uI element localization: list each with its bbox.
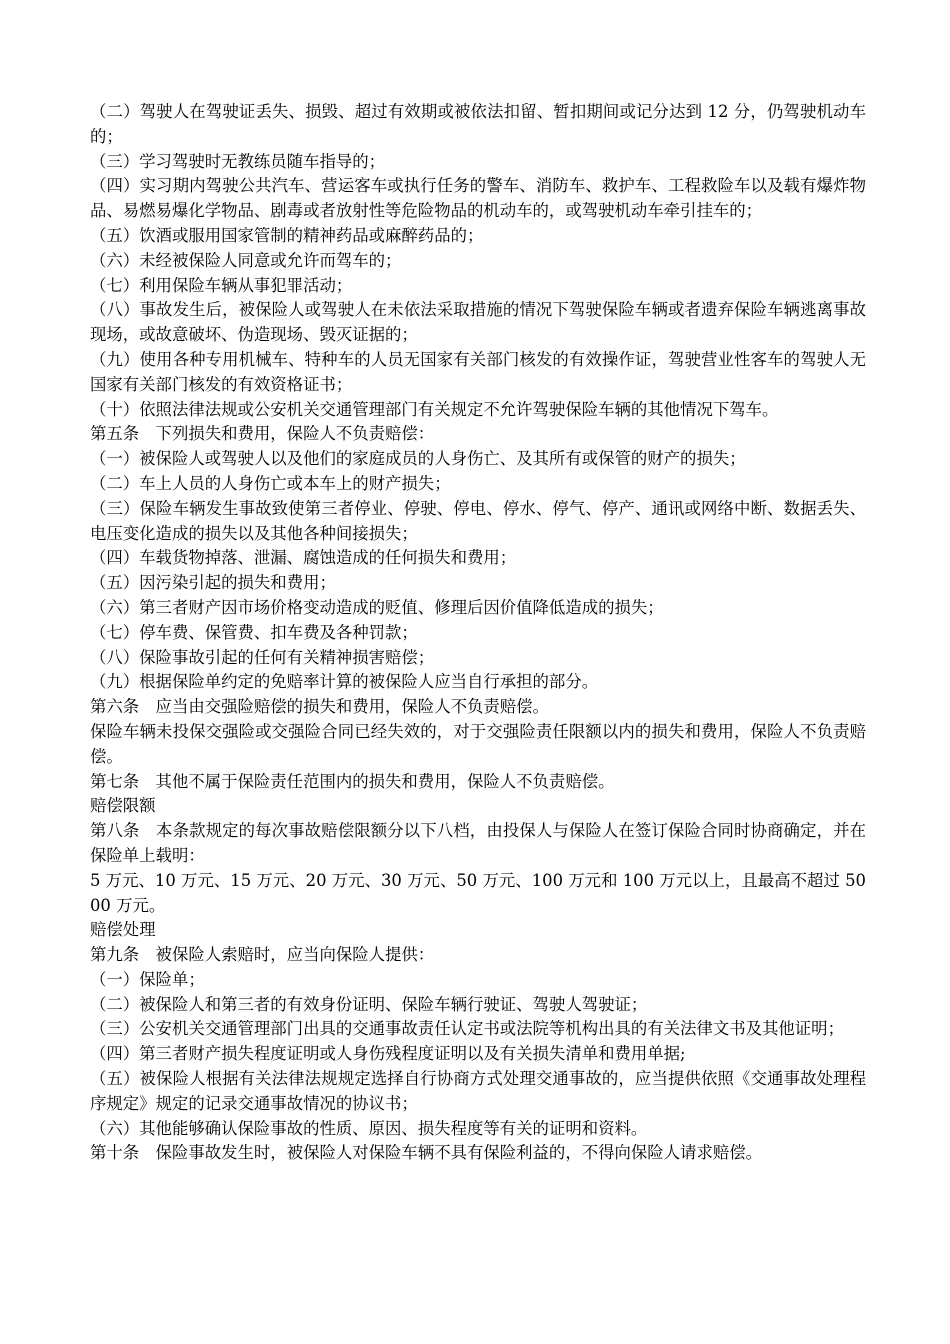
clause-item: （八）保险事故引起的任何有关精神损害赔偿； — [90, 647, 435, 667]
body-paragraph: 保险车辆未投保交强险或交强险合同已经失效的，对于交强险责任限额以内的损失和费用，保险人不负责赔偿。 — [90, 721, 866, 766]
clause-item: （六）其他能够确认保险事故的性质、原因、损失程度等有关的证明和资料。 — [90, 1118, 648, 1138]
clause-item: （四）第三者财产损失程度证明或人身伤残程度证明以及有关损失清单和费用单据; — [90, 1044, 686, 1064]
section-heading: 赔偿限额 — [90, 796, 156, 816]
clause-item: （九）根据保险单约定的免赔率计算的被保险人应当自行承担的部分。 — [90, 672, 599, 692]
clause-item: （八）事故发生后，被保险人或驾驶人在未依法采取措施的情况下驾驶保险车辆或者遗弃保险车辆逃离事故现场，或故意破坏、伪造现场、毁灭证据的； — [90, 300, 866, 345]
clause-item: （二）驾驶人在驾驶证丢失、损毁、超过有效期或被依法扣留、暂扣期间或记分达到 12 分，仍驾驶机动车的； — [90, 102, 866, 146]
clause-item: （三）公安机关交通管理部门出具的交通事故责任认定书或法院等机构出具的有关法律文书及其他证明； — [90, 1019, 844, 1039]
clause-item: （六）未经被保险人同意或允许而驾车的； — [90, 250, 402, 270]
clause-item: （一）被保险人或驾驶人以及他们的家庭成员的人身伤亡、及其所有或保管的财产的损失； — [90, 449, 746, 469]
article-heading: 第九条 被保险人索赔时，应当向保险人提供： — [90, 945, 435, 965]
clause-item: （四）实习期内驾驶公共汽车、营运客车或执行任务的警车、消防车、救护车、工程救险车以及载有爆炸物品、易燃易爆化学物品、剧毒或者放射性等危险物品的机动车的，或驾驶机动车牵引挂车的； — [90, 176, 866, 221]
clause-item: （九）使用各种专用机械车、特种车的人员无国家有关部门核发的有效操作证，驾驶营业性客车的驾驶人无国家有关部门核发的有效资格证书； — [90, 349, 866, 394]
clause-item: （四）车载货物掉落、泄漏、腐蚀造成的任何损失和费用； — [90, 548, 517, 568]
article-heading: 第五条 下列损失和费用，保险人不负责赔偿： — [90, 424, 435, 444]
article-heading: 第六条 应当由交强险赔偿的损失和费用，保险人不负责赔偿。 — [90, 697, 549, 717]
clause-item: （六）第三者财产因市场价格变动造成的贬值、修理后因价值降低造成的损失； — [90, 597, 664, 617]
body-paragraph: 5 万元、10 万元、15 万元、20 万元、30 万元、50 万元、100 万元和 100 万元以上，且最高不超过 5000 万元。 — [90, 870, 866, 915]
clause-item: （五）因污染引起的损失和费用； — [90, 573, 336, 593]
clause-item: （七）停车费、保管费、扣车费及各种罚款； — [90, 622, 418, 642]
section-heading: 赔偿处理 — [90, 920, 156, 940]
clause-item: （五）饮酒或服用国家管制的精神药品或麻醉药品的； — [90, 225, 484, 245]
document-page — [90, 100, 866, 1166]
article-heading: 第八条 本条款规定的每次事故赔偿限额分以下八档，由投保人与保险人在签订保险合同时协商确定，并在保险单上载明： — [90, 821, 866, 865]
article-heading: 第七条 其他不属于保险责任范围内的损失和费用，保险人不负责赔偿。 — [90, 771, 615, 791]
clause-item: （五）被保险人根据有关法律法规规定选择自行协商方式处理交通事故的，应当提供依照《交通事故处理程序规定》规定的记录交通事故情况的协议书； — [90, 1069, 866, 1113]
clause-item: （三）学习驾驶时无教练员随车指导的； — [90, 151, 386, 171]
clause-item: （二）车上人员的人身伤亡或本车上的财产损失； — [90, 473, 451, 493]
clause-item: （一）保险单； — [90, 969, 205, 989]
clause-item: （七）利用保险车辆从事犯罪活动； — [90, 275, 353, 295]
clause-item: （三）保险车辆发生事故致使第三者停业、停驶、停电、停水、停气、停产、通讯或网络中断、数据丢失、电压变化造成的损失以及其他各种间接损失； — [90, 498, 866, 543]
article-heading: 第十条 保险事故发生时，被保险人对保险车辆不具有保险利益的，不得向保险人请求赔偿。 — [90, 1143, 763, 1163]
clause-item: （二）被保险人和第三者的有效身份证明、保险车辆行驶证、驾驶人驾驶证； — [90, 994, 648, 1014]
clause-item: （十）依照法律法规或公安机关交通管理部门有关规定不允许驾驶保险车辆的其他情况下驾车。 — [90, 399, 779, 419]
